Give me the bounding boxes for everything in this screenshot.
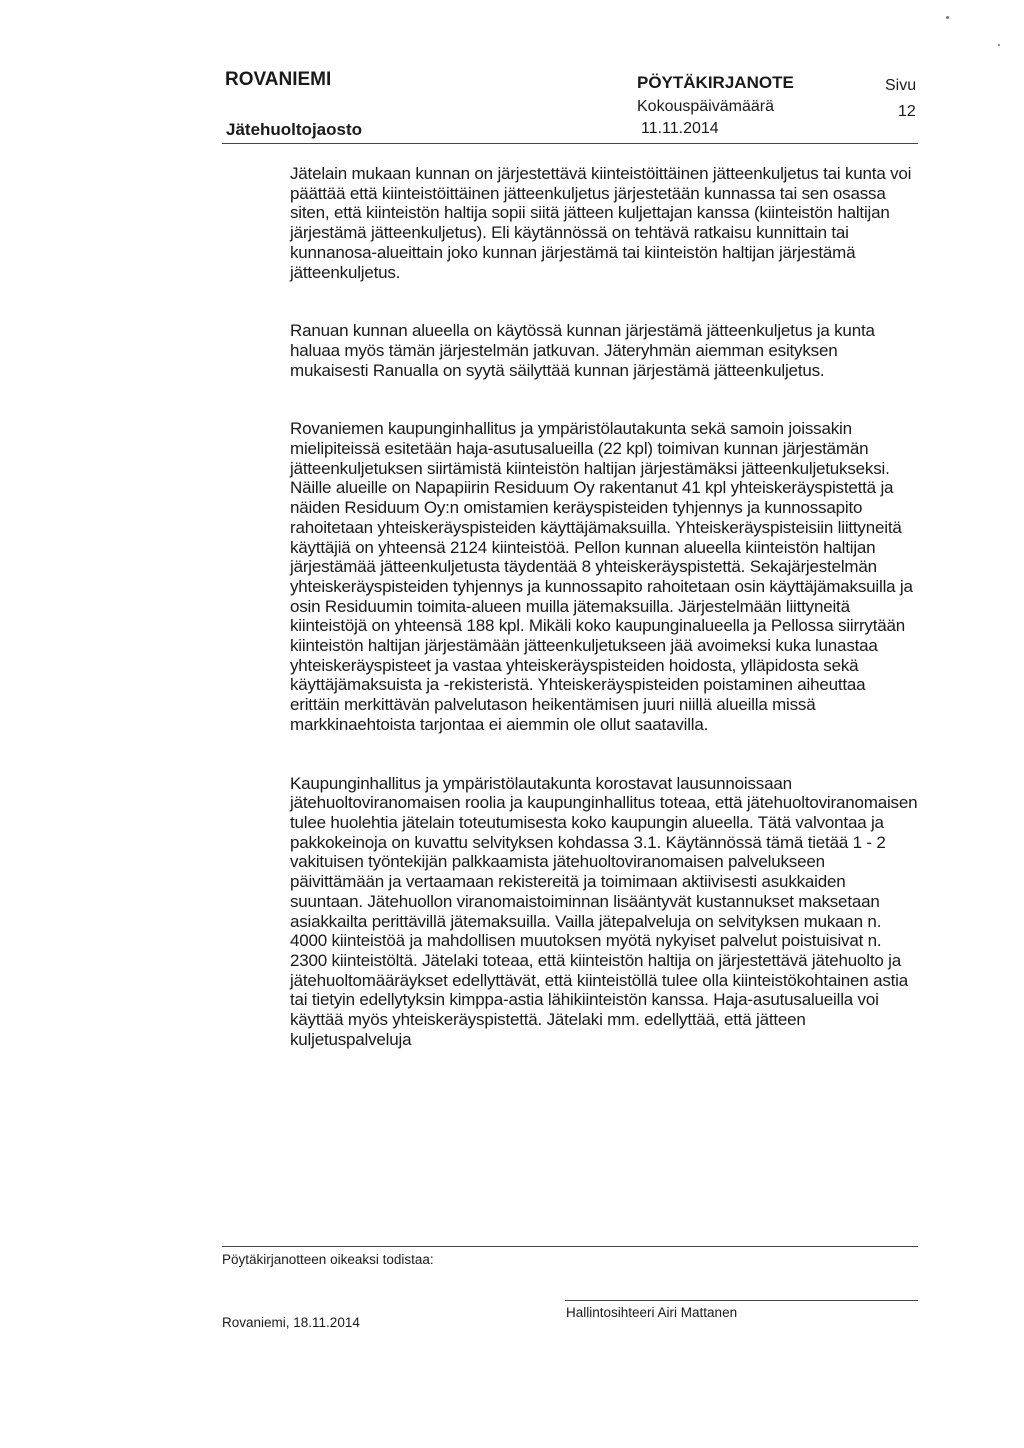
signature-line — [565, 1300, 918, 1301]
signatory-name: Hallintosihteeri Airi Mattanen — [566, 1305, 738, 1320]
page-number: 12 — [898, 103, 916, 120]
place-date: Rovaniemi, 18.11.2014 — [222, 1315, 360, 1330]
meeting-date-label: Kokouspäivämäärä — [637, 98, 774, 115]
paragraph: Rovaniemen kaupunginhallitus ja ympäristölautakunta sekä samoin joissakin mielipiteissä esitetään haja-asutusalueilla (22 kpl) toimivan kunnan järjestämän jätteenkuljetuksen siirtämistä kiinteistön haltijan järjestämäksi jätteenkuljetukseksi. Näille alueille on Napapiirin Residuum Oy rakentanut 41 kpl yhteiskeräyspistettä ja näiden Residuum Oy:n omistamien keräyspisteiden tyhjennys ja kunnossapito rahoitetaan yhteiskeräyspisteiden käyttäjämaksuilla. Yhteiskeräyspisteisiin liittyneitä käyttäjiä on yhteensä 2124 kiinteistöä. Pellon kunnan alueella kiinteistön haltijan järjestämää jätteenkuljetusta täydentää 8 yhteiskeräyspistettä. Sekajärjestelmän yhteiskeräyspisteiden tyhjennys ja kunnossapito rahoitetaan osin käyttäjämaksuilla ja osin Residuumin toimita-alueen muilla jätemaksuilla. Järjestelmään liittyneitä kiinteistöjä on yhteensä 188 kpl. Mikäli koko kaupunginalueella ja Pellossa siirrytään kiinteistön haltijan järjestämään jätteenkuljetukseen jää avoimeksi kuka lunastaa yhteiskeräyspisteet ja vastaa yhteiskeräyspisteiden hoidosta, ylläpidosta sekä käyttäjämaksuista ja -rekisteristä. Yhteiskeräyspisteiden poistaminen aiheuttaa erittäin merkittävän palvelutason heikentämisen juuri niillä alueilla missä markkinaehtoista tarjontaa ei aiemmin ole ollut saatavilla. — [290, 419, 913, 734]
scan-speck — [946, 16, 949, 19]
scan-speck — [998, 44, 1000, 46]
header-rule — [222, 143, 918, 144]
unit-name: Jätehuoltojaosto — [226, 120, 363, 139]
page-label: Sivu — [885, 77, 917, 94]
paragraph: Jätelain mukaan kunnan on järjestettävä kiinteistöittäinen jätteenkuljetus tai kunta voi päättää että kiinteistöittäinen jätteenkuljetus järjestetään kunnassa tai sen osassa siten, että kiinteistön haltija sopii siitä jätteen kuljettajan kanssa (kiinteistön haltijan järjestämä jätteenkuljetus). Eli käytännössä on tehtävä ratkaisu kunnittain tai kunnanosa-alueittain joko kunnan järjestämä tai kiinteistön haltijan järjestämä jätteenkuljetus. — [290, 164, 912, 282]
certification-text: Pöytäkirjanotteen oikeaksi todistaa: — [222, 1252, 434, 1267]
footer-rule — [222, 1246, 918, 1247]
organization-name: ROVANIEMI — [225, 69, 332, 90]
document-type: PÖYTÄKIRJANOTE — [637, 73, 794, 92]
document-body — [290, 164, 918, 1088]
meeting-date: 11.11.2014 — [641, 120, 719, 137]
paragraph: Ranuan kunnan alueella on käytössä kunnan järjestämä jätteenkuljetus ja kunta haluaa myös tämän järjestelmän jatkuvan. Jäteryhmän aiemman esityksen mukaisesti Ranualla on syytä säilyttää kunnan järjestämä jätteenkuljetus. — [290, 321, 875, 380]
paragraph: Kaupunginhallitus ja ympäristölautakunta korostavat lausunnoissaan jätehuoltoviranomaisen roolia ja kaupunginhallitus toteaa, että jätehuoltoviranomaisen tulee huolehtia jätelain toteutumisesta koko kaupungin alueella. Tätä valvontaa ja pakkokeinoja on kuvattu selvityksen kohdassa 3.1. Käytännössä tämä tietää 1 - 2 vakituisen työntekijän palkkaamista jätehuoltoviranomaisen palvelukseen päivittämään ja vertaamaan rekistereitä ja toimimaan aktiivisesti asukkaiden suuntaan. Jätehuollon viranomaistoiminnan lisääntyvät kustannukset maksetaan asiakkailta perittävillä jätemaksuilla. Vailla jätepalveluja on selvityksen mukaan n. 4000 kiinteistöä ja mahdollisen muutoksen myötä nykyiset palvelut poistuisivat n. 2300 kiinteistöltä. Jätelaki toteaa, että kiinteistön haltija on järjestettävä jätehuolto ja jätehuoltomääräykset edellyttävät, että kiinteistöllä tulee olla kiinteistökohtainen astia tai tietyin edellytyksin kimppa-astia lähikiinteistön kanssa. Haja-asutusalueilla voi käyttää myös yhteiskeräyspistettä. Jätelaki mm. edellyttää, että jätteen kuljetuspalveluja — [290, 773, 918, 1049]
